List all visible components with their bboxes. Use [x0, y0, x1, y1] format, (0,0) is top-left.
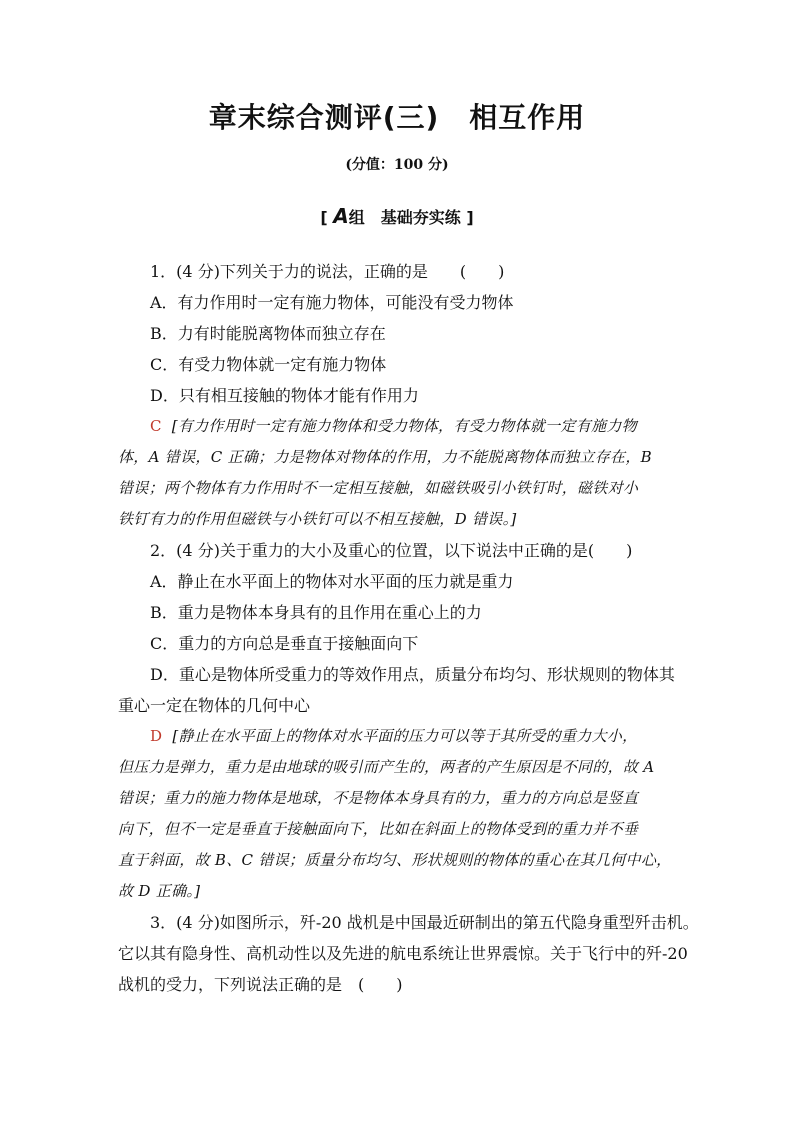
question-3-stem-3: 战机的受力，下列说法正确的是 ( ): [118, 975, 403, 994]
question-2-option-d: D．重心是物体所受重力的等效作用点，质量分布均匀、形状规则的物体其: [150, 665, 675, 684]
question-2-option-a: A．静止在水平面上的物体对水平面的压力就是重力: [150, 572, 514, 591]
question-1-option-b: B．力有时能脱离物体而独立存在: [150, 324, 386, 343]
question-1-explanation-2: 体，A 错误，C 正确；力是物体对物体的作用，力不能脱离物体而独立存在，B: [118, 448, 652, 466]
question-1-explanation-4: 铁钉有力的作用但磁铁与小铁钉可以不相互接触，D 错误。]: [118, 510, 517, 528]
question-2-explanation-6: 故 D 正确。]: [118, 882, 201, 900]
question-2-explanation-3: 错误；重力的施力物体是地球，不是物体本身具有的力，重力的方向总是竖直: [118, 789, 639, 807]
question-1-option-d: D．只有相互接触的物体才能有作用力: [150, 386, 419, 405]
group-bracket-open: [: [320, 208, 328, 227]
question-2-explanation-1: [静止在水平面上的物体对水平面的压力可以等于其所受的重力大小，: [172, 727, 638, 745]
group-label: 组 基础夯实练: [348, 208, 461, 227]
question-2-option-d-continued: 重心一定在物体的几何中心: [118, 696, 311, 715]
group-heading: [0, 204, 794, 228]
question-2-stem: 2．(4 分)关于重力的大小及重心的位置，以下说法中正确的是( ): [150, 541, 633, 560]
question-1-answer-key: C: [150, 417, 162, 435]
question-3-stem-1: 3．(4 分)如图所示，歼-20 战机是中国最近研制出的第五代隐身重型歼击机。: [150, 913, 699, 932]
question-3-stem-2: 它以其有隐身性、高机动性以及先进的航电系统让世界震惊。关于飞行中的歼-20: [118, 944, 688, 963]
page-title: [0, 96, 794, 136]
question-2-explanation-5: 直于斜面，故 B、C 错误；质量分布均匀、形状规则的物体的重心在其几何中心，: [118, 851, 672, 869]
question-2-explanation-2: 但压力是弹力，重力是由地球的吸引而产生的，两者的产生原因是不同的，故 A: [118, 758, 655, 776]
question-1-explanation-3: 错误；两个物体有力作用时不一定相互接触，如磁铁吸引小铁钉时，磁铁对小: [118, 479, 639, 497]
group-letter: A: [333, 204, 349, 228]
score-note: (分值：100 分): [345, 157, 449, 173]
question-2-answer-line: [118, 721, 678, 752]
question-1-stem: 1．(4 分)下列关于力的说法，正确的是 ( ): [150, 262, 505, 281]
question-2-explanation-4: 向下，但不一定是垂直于接触面向下，比如在斜面上的物体受到的重力并不垂: [118, 820, 639, 838]
question-1-option-a: A．有力作用时一定有施力物体，可能没有受力物体: [150, 293, 514, 312]
title-main: 章末综合测评(三): [208, 101, 440, 134]
question-2-option-c: C．重力的方向总是垂直于接触面向下: [150, 634, 419, 653]
group-bracket-close: ]: [466, 208, 474, 227]
question-1-option-c: C．有受力物体就一定有施力物体: [150, 355, 387, 374]
title-sub: 相互作用: [469, 101, 586, 134]
question-body: [118, 256, 699, 1000]
question-2-option-b: B．重力是物体本身具有的且作用在重心上的力: [150, 603, 482, 622]
question-1-answer-line: [118, 411, 678, 442]
question-2-answer-key: D: [150, 727, 163, 745]
question-1-explanation-1: [有力作用时一定有施力物体和受力物体，有受力物体就一定有施力物: [171, 417, 637, 435]
